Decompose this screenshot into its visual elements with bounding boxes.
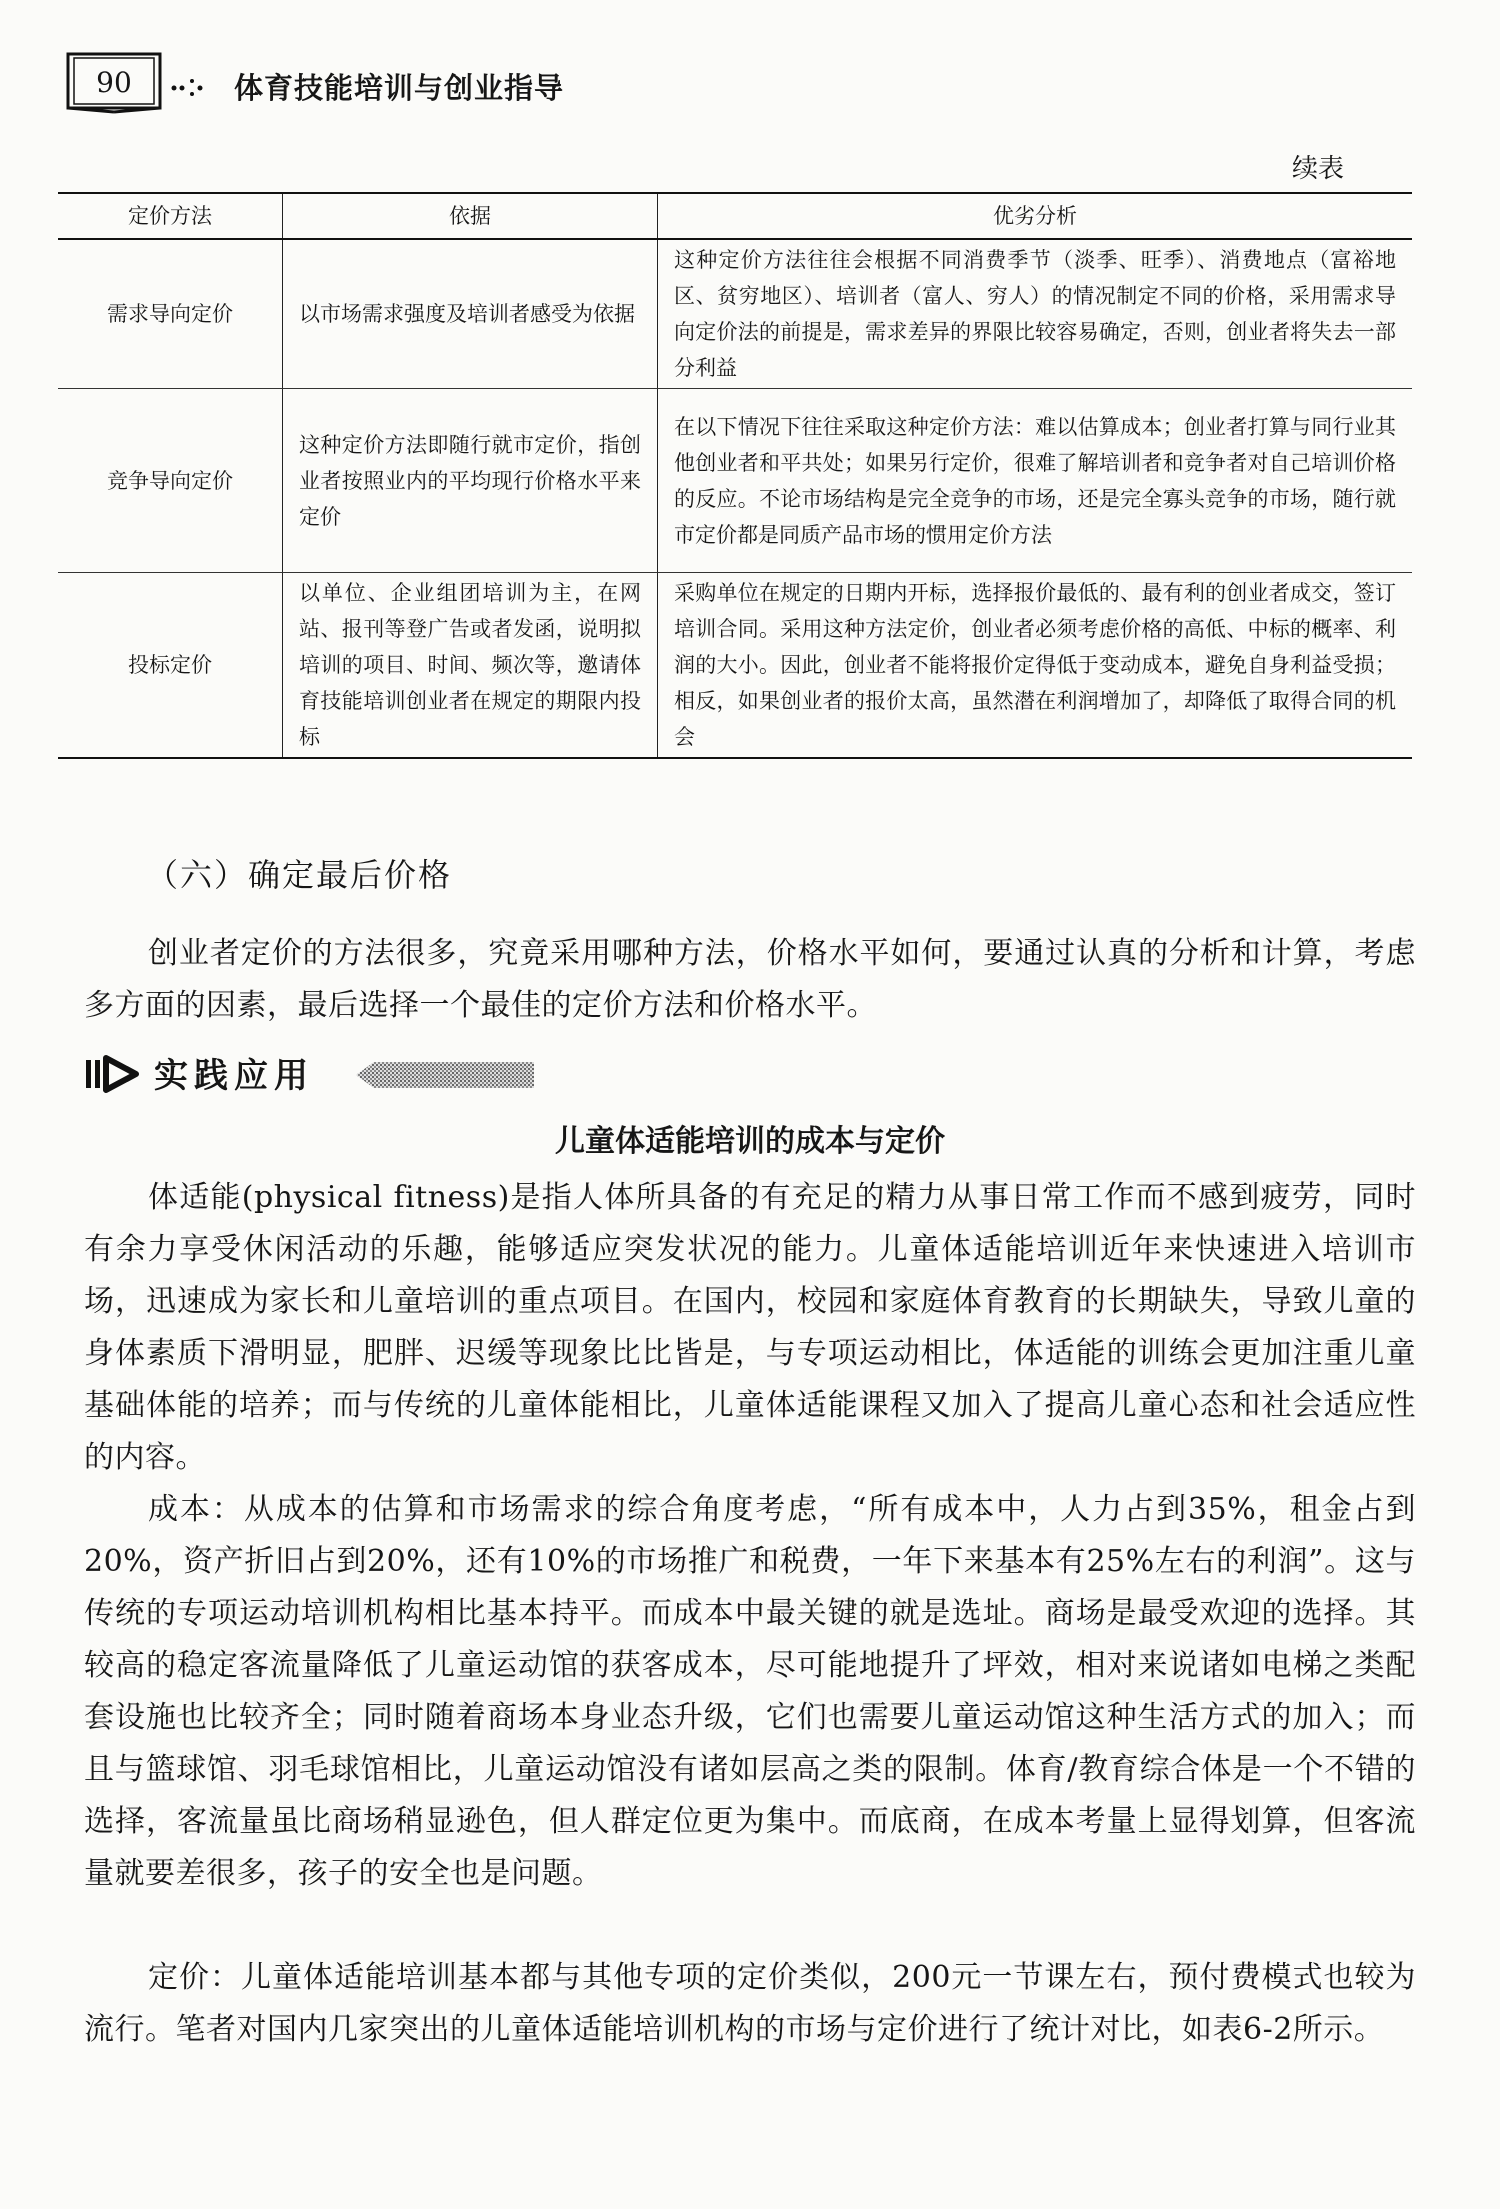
table-continued-label: 续表 [1291,154,1344,184]
analysis-cell: 这种定价方法往往会根据不同消费季节（淡季、旺季）、消费地点（富裕地区、贫穷地区）、培训者（富人、穷人）的情况制定不同的价格，采用需求导向定价法的前提是，需求差异的界限比较容易确定，否则，创业者将失去一部分利益 [658,239,1413,389]
column-header: 依据 [283,193,658,239]
method-cell: 需求导向定价 [58,239,283,389]
section-heading: （六）确定最后价格 [146,856,453,894]
table-row [58,389,1412,573]
decorative-stripes-icon [356,1060,534,1090]
table-header-row [58,193,1412,239]
basis-cell: 这种定价方法即随行就市定价，指创业者按照业内的平均现行价格水平来定价 [283,389,658,573]
article-paragraph: 成本：从成本的估算和市场需求的综合角度考虑，“所有成本中，人力占到35%，租金占到20%，资产折旧占到20%，还有10%的市场推广和税费，一年下来基本有25%左右的利润”。这与传统的专项运动培训机构相比基本持平。而成本中最关键的就是选址。商场是最受欢迎的选择。其较高的稳定客流量降低了儿童运动馆的获客成本，尽可能地提升了坪效，相对来说诸如电梯之类配套设施也比较齐全；同时随着商场本身业态升级，它们也需要儿童运动馆这种生活方式的加入；而且与篮球馆、羽毛球馆相比，儿童运动馆没有诸如层高之类的限制。体育/教育综合体是一个不错的选择，客流量虽比商场稍显逊色，但人群定位更为集中。而底商，在成本考量上显得划算，但客流量就要差很多，孩子的安全也是问题。 [84,1492,1416,1891]
practice-label: 实践应用 [154,1056,314,1096]
pricing-methods-table [58,192,1412,759]
section-paragraph: 创业者定价的方法很多，究竟采用哪种方法，价格水平如何，要通过认真的分析和计算，考虑多方面的因素，最后选择一个最佳的定价方法和价格水平。 [84,936,1416,1023]
column-header: 定价方法 [58,193,283,239]
practice-banner [84,1048,544,1100]
article-paragraph: 定价：儿童体适能培训基本都与其他专项的定价类似，200元一节课左右，预付费模式也较为流行。笔者对国内几家突出的儿童体适能培训机构的市场与定价进行了统计对比，如表6-2所示。 [84,1960,1416,2047]
page-number: 90 [96,66,132,99]
play-arrow-icon [84,1054,142,1094]
decorative-dots-icon [170,76,210,96]
analysis-cell: 在以下情况下往往采取这种定价方法：难以估算成本；创业者打算与同行业其他创业者和平共处；如果另行定价，很难了解培训者和竞争者对自己培训价格的反应。不论市场结构是完全竞争的市场，还是完全寡头竞争的市场，随行就市定价都是同质产品市场的惯用定价方法 [658,389,1413,573]
running-title: 体育技能培训与创业指导 [234,71,565,105]
table-row [58,573,1412,759]
article-paragraph: 体适能(physical fitness)是指人体所具备的有充足的精力从事日常工作而不感到疲劳，同时有余力享受休闲活动的乐趣，能够适应突发状况的能力。儿童体适能培训近年来快速进入培训市场，迅速成为家长和儿童培训的重点项目。在国内，校园和家庭体育教育的长期缺失，导致儿童的身体素质下滑明显，肥胖、迟缓等现象比比皆是，与专项运动相比，体适能的训练会更加注重儿童基础体能的培养；而与传统的儿童体能相比，儿童体适能课程又加入了提高儿童心态和社会适应性的内容。 [84,1180,1416,1475]
table-row [58,239,1412,389]
column-header: 优劣分析 [658,193,1413,239]
running-header [64,52,1444,122]
analysis-cell: 采购单位在规定的日期内开标，选择报价最低的、最有利的创业者成交，签订培训合同。采用这种方法定价，创业者必须考虑价格的高低、中标的概率、利润的大小。因此，创业者不能将报价定得低于变动成本，避免自身利益受损；相反，如果创业者的报价太高，虽然潜在利润增加了，却降低了取得合同的机会 [658,573,1413,759]
method-cell: 投标定价 [58,573,283,759]
basis-cell: 以单位、企业组团培训为主，在网站、报刊等登广告或者发函，说明拟培训的项目、时间、频次等，邀请体育技能培训创业者在规定的期限内投标 [283,573,658,759]
basis-cell: 以市场需求强度及培训者感受为依据 [283,239,658,389]
article-title: 儿童体适能培训的成本与定价 [555,1124,945,1159]
method-cell: 竞争导向定价 [58,389,283,573]
